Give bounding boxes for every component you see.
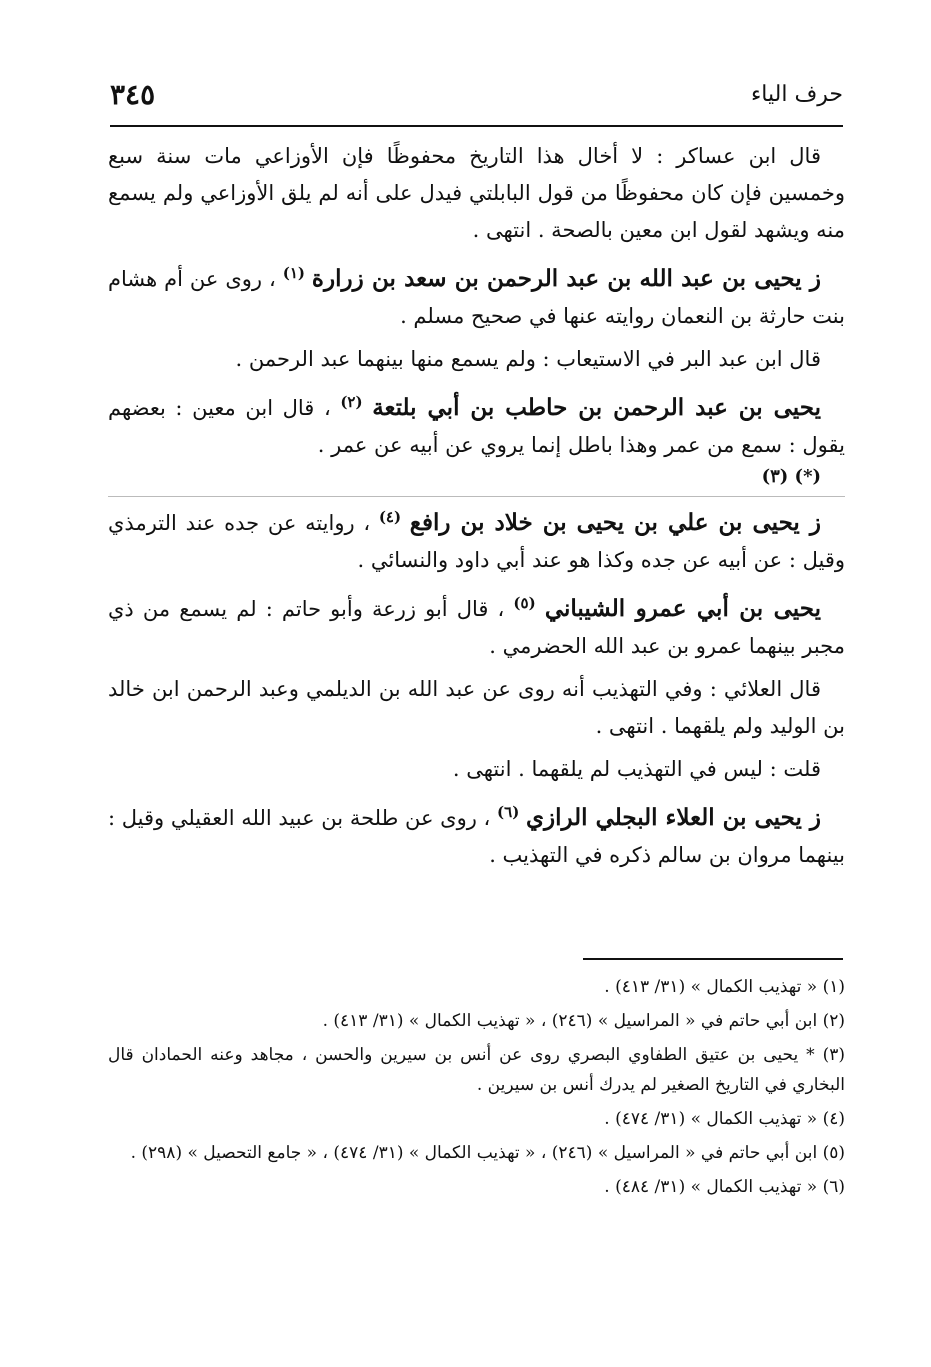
footnotes [108, 972, 845, 1206]
entry-text: ، قال ابن معين : بعضهم يقول : سمع من عمر وهذا باطل إنما يروي عن أبيه عن عمر . [108, 396, 845, 457]
entry [108, 585, 845, 665]
paragraph [108, 671, 845, 745]
paragraph-text: قال ابن عساكر : لا أخال هذا التاريخ محفوظًا فإن الأوزاعي مات سنة سبع وخمسين فإن كان محفوظًا من قول البابلتي فيدل على أنه لم يلق الأوزاعي ولم يسمع منه ويشهد لقول ابن معين بالصحة . انتهى . [108, 144, 845, 242]
main-text [108, 138, 845, 880]
entry-text: ، روى عن أم هشام بنت حارثة بن النعمان روايته عنها في صحيح مسلم . [108, 267, 845, 328]
entry-text: ، روى عن طلحة بن عبيد الله العقيلي وقيل : بينهما مروان بن سالم ذكره في التهذيب . [107, 806, 845, 867]
footnote: (٦) « تهذيب الكمال » (٣١/ ٤٨٤) . [604, 1177, 845, 1197]
footnote-marks: (*) (٣) [761, 466, 821, 487]
running-title: حرف الياء [750, 82, 843, 107]
footnote-ref: (٢) [340, 393, 363, 411]
paragraph [108, 751, 845, 788]
footnote: (١) « تهذيب الكمال » (٣١/ ٤١٣) . [604, 977, 845, 997]
entry-heading: ز يحيى بن العلاء البجلي الرازي [525, 804, 821, 831]
entry-heading: ز يحيى بن عبد الله بن عبد الرحمن بن سعد بن زرارة [311, 265, 821, 292]
entry [108, 496, 845, 579]
footnote-ref: (٤) [378, 508, 402, 526]
footnote-ref: (٦) [497, 803, 520, 821]
entry [108, 255, 845, 335]
footnote-ref: (١) [282, 264, 305, 282]
entry-heading: يحيى بن عبد الرحمن بن حاطب بن أبي بلتعة [372, 394, 821, 421]
paragraph [108, 138, 845, 249]
paragraph-text: قلت : ليس في التهذيب لم يلقهما . انتهى . [452, 757, 821, 781]
entry-heading: ز يحيى بن علي بن يحيى بن خلاد بن رافع [409, 509, 821, 536]
footnote-rule [583, 958, 843, 960]
entry-text: ، قال أبو زرعة وأبو حاتم : لم يسمع من ذي مجبر بينهما عمرو بن عبد الله الحضرمي . [108, 597, 845, 658]
paragraph [108, 341, 845, 378]
footnote: (٥) ابن أبي حاتم في « المراسيل » (٢٤٦) ، « تهذيب الكمال » (٣١/ ٤٧٤) ، « جامع التحصيل » (٢٩٨) . [130, 1143, 845, 1163]
footnote: (٢) ابن أبي حاتم في « المراسيل » (٢٤٦) ، « تهذيب الكمال » (٣١/ ٤١٣) . [322, 1011, 845, 1031]
footnote-ref: (٥) [513, 594, 536, 612]
footnote: (٣) * يحيى بن عتيق الطفاوي البصري روى عن أنس بن سيرين والحسن ، مجاهد وعنه الحمادان قال البخاري في التاريخ الصغير لم يدرك أنس بن سيرين . [108, 1045, 845, 1095]
entry [108, 794, 845, 874]
page-number: ٣٤٥ [110, 78, 156, 111]
header-rule [110, 125, 843, 127]
footnote: (٤) « تهذيب الكمال » (٣١/ ٤٧٤) . [604, 1109, 845, 1129]
entry [108, 384, 845, 490]
page-header [110, 78, 843, 120]
paragraph-text: قال العلائي : وفي التهذيب أنه روى عن عبد الله بن الديلمي وعبد الرحمن ابن خالد بن الوليد ولم يلقهما . انتهى . [108, 677, 845, 738]
entry-text: ، روايته عن جده عند الترمذي وقيل : عن أبيه عن جده وكذا هو عند أبي داود والنسائي . [108, 511, 845, 572]
paragraph-text: قال ابن عبد البر في الاستيعاب : ولم يسمع منها بينهما عبد الرحمن . [235, 347, 821, 371]
entry-heading: يحيى بن أبي عمرو الشيباني [544, 595, 821, 622]
